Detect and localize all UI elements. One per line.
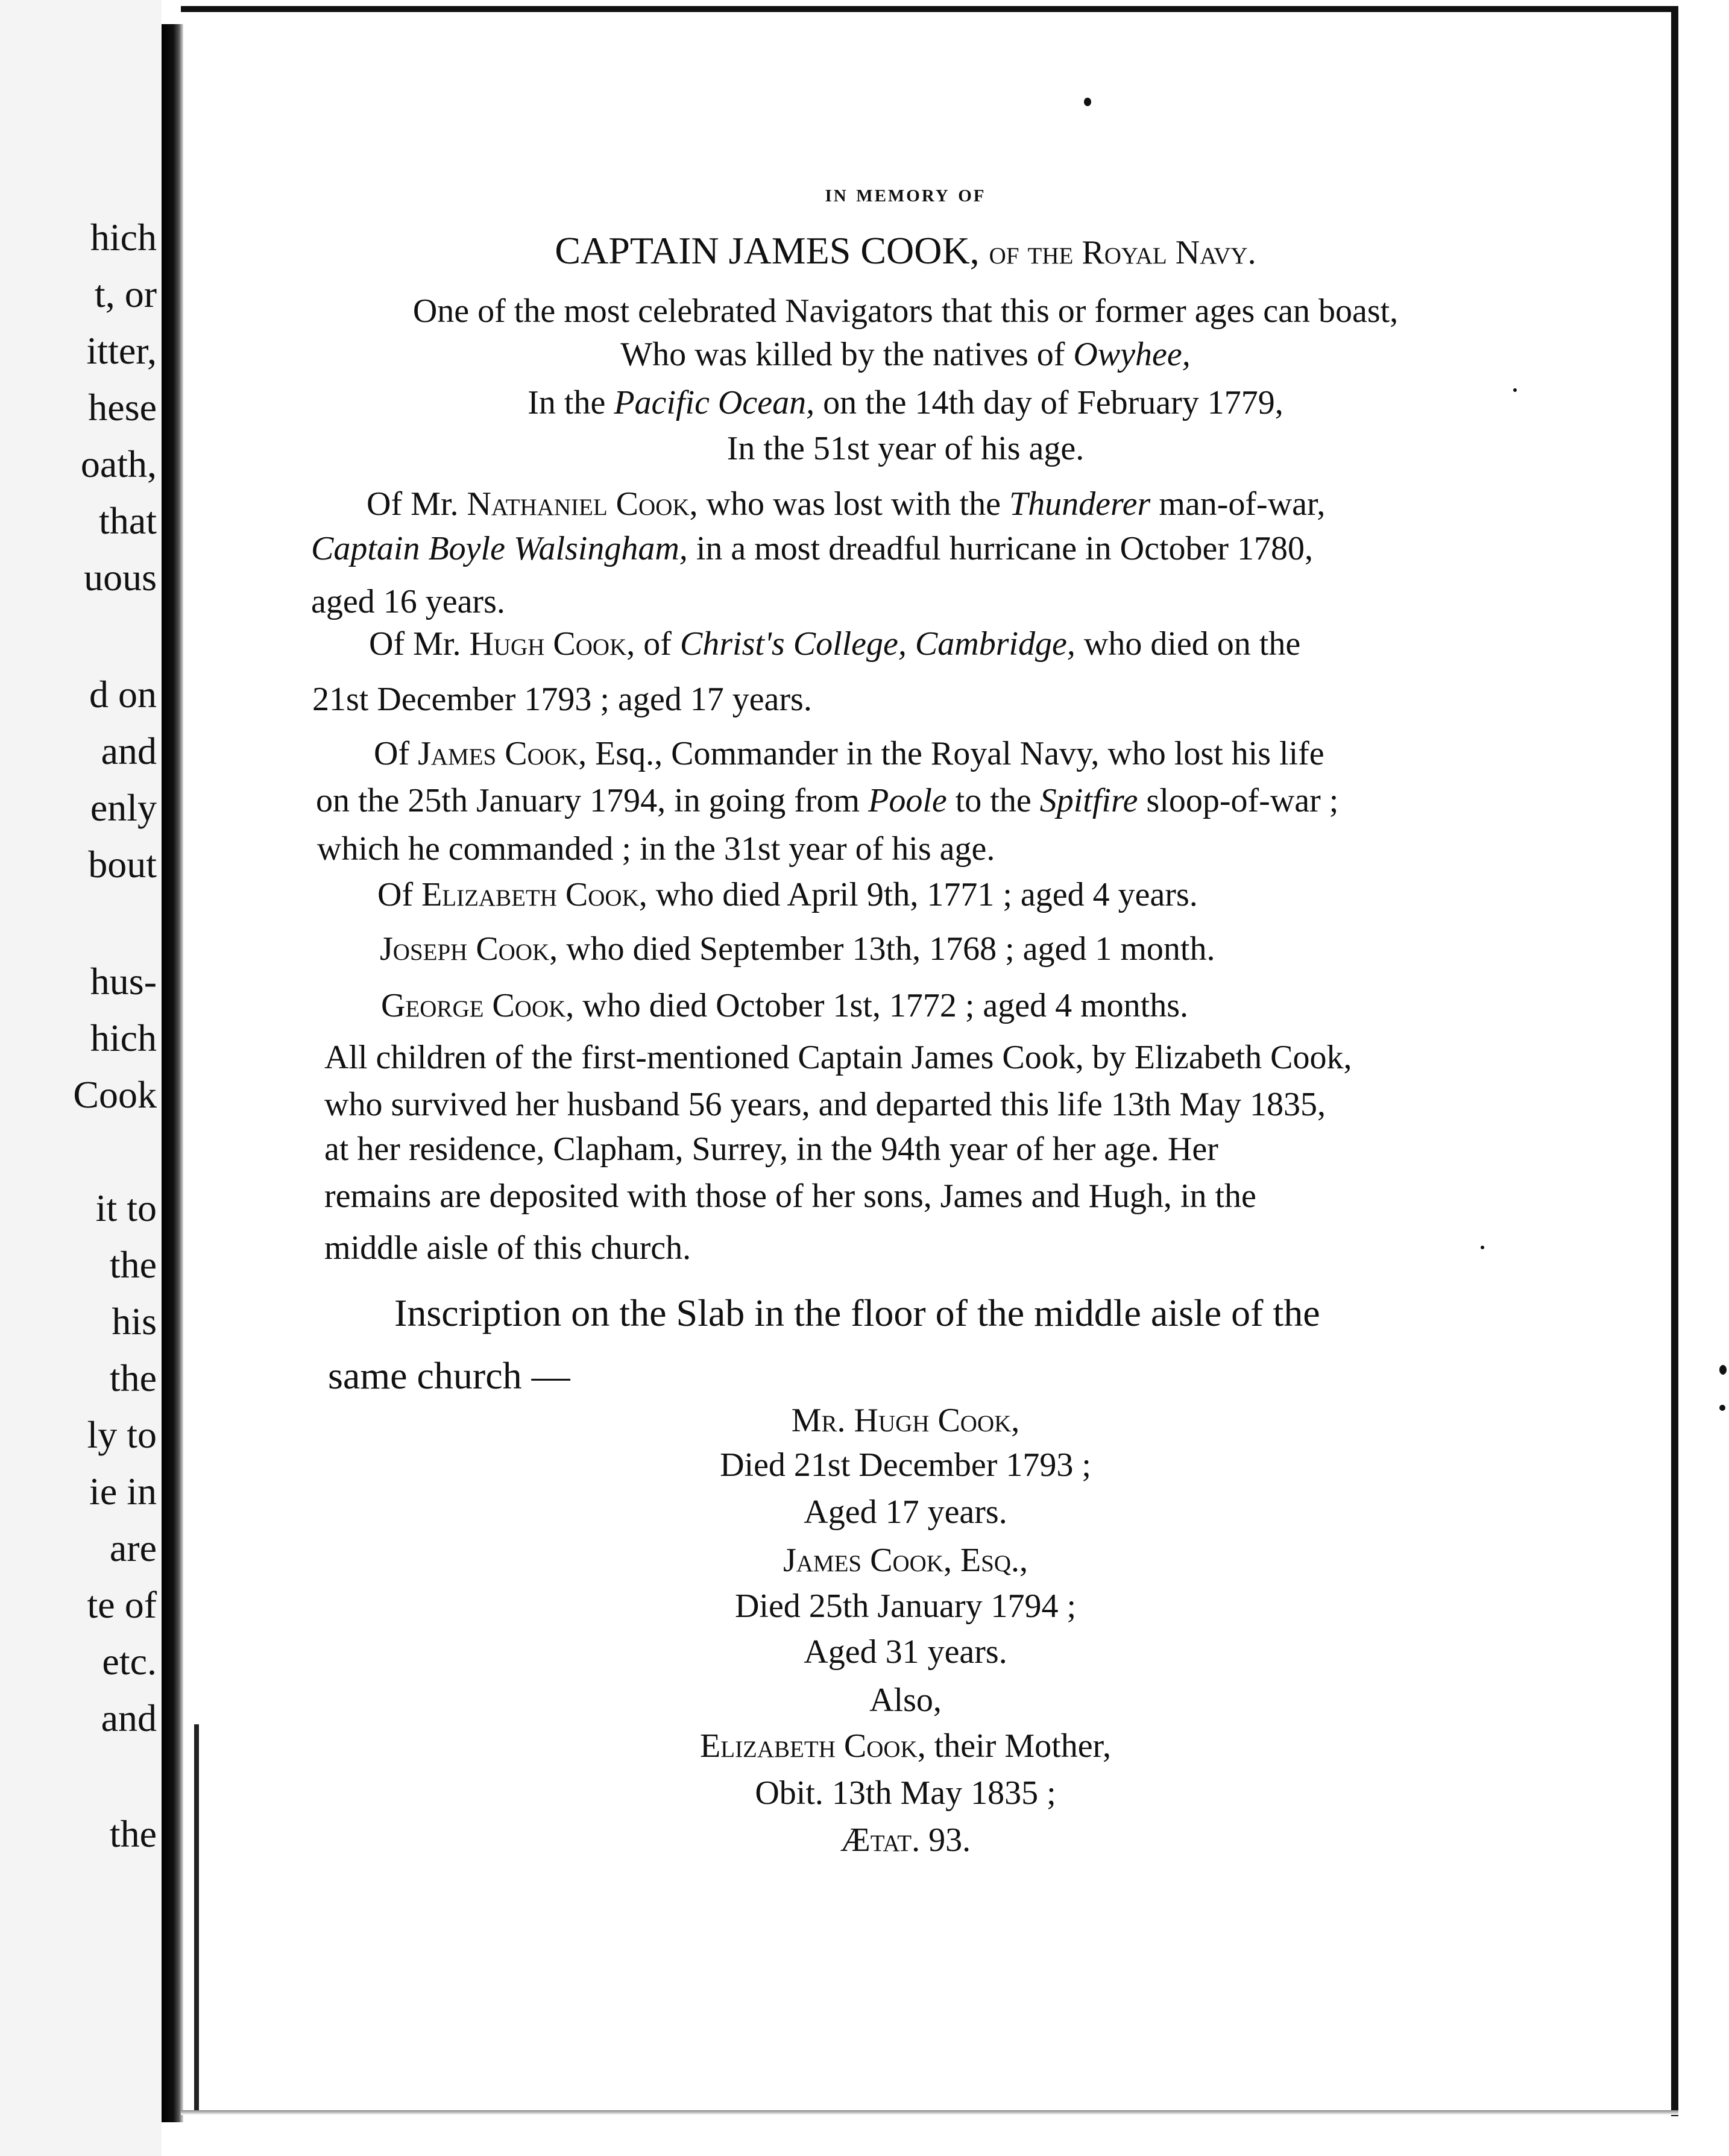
left-page-line: d on [89,673,157,716]
left-page-line: oath, [80,443,157,485]
james-prefix: Of [374,735,418,772]
children-line-5: middle aisle of this church. [324,1229,691,1267]
hugh-name: Hugh Cook, [469,625,635,663]
slab-also: Also, [869,1682,942,1719]
nathaniel-text-end: man-of-war, [1150,485,1326,523]
left-page-line: the [109,1243,157,1286]
james-name: James Cook, [418,735,587,772]
james-line-3: which he commanded ; in the 31st year of his age. [317,830,995,868]
slab-elizabeth-mother: their Mother, [925,1727,1111,1765]
left-page-line: bout [88,843,157,886]
captain-line-2-text: Who was killed by the natives of [620,336,1074,373]
james-line-2 [316,784,1338,818]
page-right-edge [1671,6,1678,2116]
owyhee-italic: Owyhee, [1073,336,1191,373]
captain-name: CAPTAIN JAMES COOK, [555,229,980,272]
inscription-heading-line-1: Inscription on the Slab in the floor of the middle aisle of the [394,1291,1320,1334]
joseph-name: Joseph Cook, [380,930,558,968]
inscription-heading-line-2: same church — [328,1354,570,1397]
george-line [381,989,1188,1023]
left-page-line: t, or [94,273,157,315]
left-page-line: te of [87,1583,157,1626]
slab-obit: Obit. 13th May 1835 ; [755,1774,1056,1812]
george-name: George Cook, [381,987,575,1024]
left-page-line: and [101,730,157,772]
james-commander-text: Esq., Commander in the Royal Navy, who lost his life [587,735,1324,772]
left-page-line: and [101,1697,157,1739]
elizabeth-prefix: Of [377,876,422,913]
hugh-died-text: who died on the [1075,625,1301,663]
captain-line-1: One of the most celebrated Navigators that this or former ages can boast, [412,292,1399,330]
hugh-line-1 [369,627,1300,661]
children-line-2: who survived her husband 56 years, and departed this life 13th May 1835, [324,1086,1326,1123]
left-page-line: it to [95,1187,157,1229]
left-page-line: hus- [90,960,157,1003]
nathaniel-name: Nathaniel Cook, [467,485,698,523]
slab-james-aged: Aged 31 years. [804,1633,1007,1671]
ink-speck [1719,1405,1725,1411]
book-gutter-shadow [162,24,183,2122]
james-sloop-text: sloop-of-war ; [1138,782,1339,819]
elizabeth-child-line [377,878,1198,912]
spitfire-italic: Spitfire [1039,782,1138,819]
thunderer-italic: Thunderer [1009,485,1151,523]
joseph-text: who died September 13th, 1768 ; aged 1 month. [558,930,1215,968]
elizabeth-child-text: who died April 9th, 1771 ; aged 4 years. [647,876,1198,913]
slab-hugh-aged: Aged 17 years. [804,1493,1007,1531]
left-page-line: hich [90,1017,157,1059]
nathaniel-text: who was lost with the [698,485,1009,523]
left-facing-page [0,0,162,2156]
left-page-line: his [112,1300,157,1343]
in-memory-of-heading: in memory of [825,180,986,207]
nathaniel-hurricane-text: in a most dreadful hurricane in October 1780, [687,530,1314,567]
left-page-line: itter, [86,329,157,372]
captain-line-3-text-c: on the 14th day of February 1779, [814,384,1283,421]
james-line-1 [374,737,1324,771]
left-page-line: ie in [89,1470,157,1513]
slab-james: James Cook, Esq., [783,1542,1028,1579]
captain-line-4: In the 51st year of his age. [726,430,1085,467]
ink-speck [1513,388,1517,392]
left-page-line: uous [84,556,157,599]
left-page-line: are [109,1527,157,1569]
ink-speck [1084,98,1091,106]
page-bottom-edge [181,2110,1678,2115]
left-page-line: ly to [87,1413,157,1456]
slab-aetat: Ætat. 93. [840,1821,971,1859]
slab-elizabeth-name: Elizabeth Cook, [700,1727,926,1765]
captain-line-3 [528,386,1283,420]
left-page-line: etc. [102,1640,157,1683]
left-page-line: the [109,1812,157,1855]
left-page-line: hese [88,386,157,429]
nathaniel-line-3: aged 16 years. [311,583,505,620]
captain-line-2 [620,338,1191,371]
nathaniel-prefix: Of Mr. [367,485,467,523]
ink-speck [1719,1365,1727,1375]
james-date-text: on the 25th January 1794, in going from [316,782,869,819]
george-text: who died October 1st, 1772 ; aged 4 months. [574,987,1189,1024]
captain-line-3-text-a: In the [528,384,614,421]
nathaniel-line-2 [311,532,1313,566]
gutter-edge-line [194,1724,199,2110]
captain-heading [555,229,1256,272]
left-page-line: the [109,1357,157,1399]
children-line-4: remains are deposited with those of her sons, James and Hugh, in the [324,1177,1256,1215]
captain-walsingham-italic: Captain Boyle Walsingham, [311,530,688,567]
hugh-prefix: Of Mr. [369,625,470,663]
captain-rank: of the Royal Navy. [989,234,1256,271]
children-line-3: at her residence, Clapham, Surrey, in the 94th year of her age. Her [324,1130,1218,1168]
page-top-edge [181,6,1676,12]
hugh-of: of [635,625,680,663]
left-page-line: enly [90,786,157,829]
slab-james-died: Died 25th January 1794 ; [734,1587,1077,1625]
james-to-the: to the [946,782,1040,819]
slab-elizabeth [700,1729,1111,1763]
pacific-ocean-italic: Pacific Ocean, [614,384,815,421]
poole-italic: Poole [868,782,947,819]
left-page-line: hich [90,216,157,259]
christs-college-italic: Christ's College, Cambridge, [679,625,1076,663]
children-line-1: All children of the first-mentioned Captain James Cook, by Elizabeth Cook, [324,1039,1352,1076]
hugh-line-2: 21st December 1793 ; aged 17 years. [312,681,812,718]
ink-speck [1481,1246,1484,1249]
joseph-line [380,932,1215,966]
elizabeth-child-name: Elizabeth Cook, [421,876,647,913]
slab-hugh-died: Died 21st December 1793 ; [720,1446,1091,1484]
left-page-line: that [99,499,157,542]
slab-hugh: Mr. Hugh Cook, [791,1402,1020,1439]
nathaniel-line-1 [367,487,1325,521]
left-page-line: Cook [73,1073,157,1116]
